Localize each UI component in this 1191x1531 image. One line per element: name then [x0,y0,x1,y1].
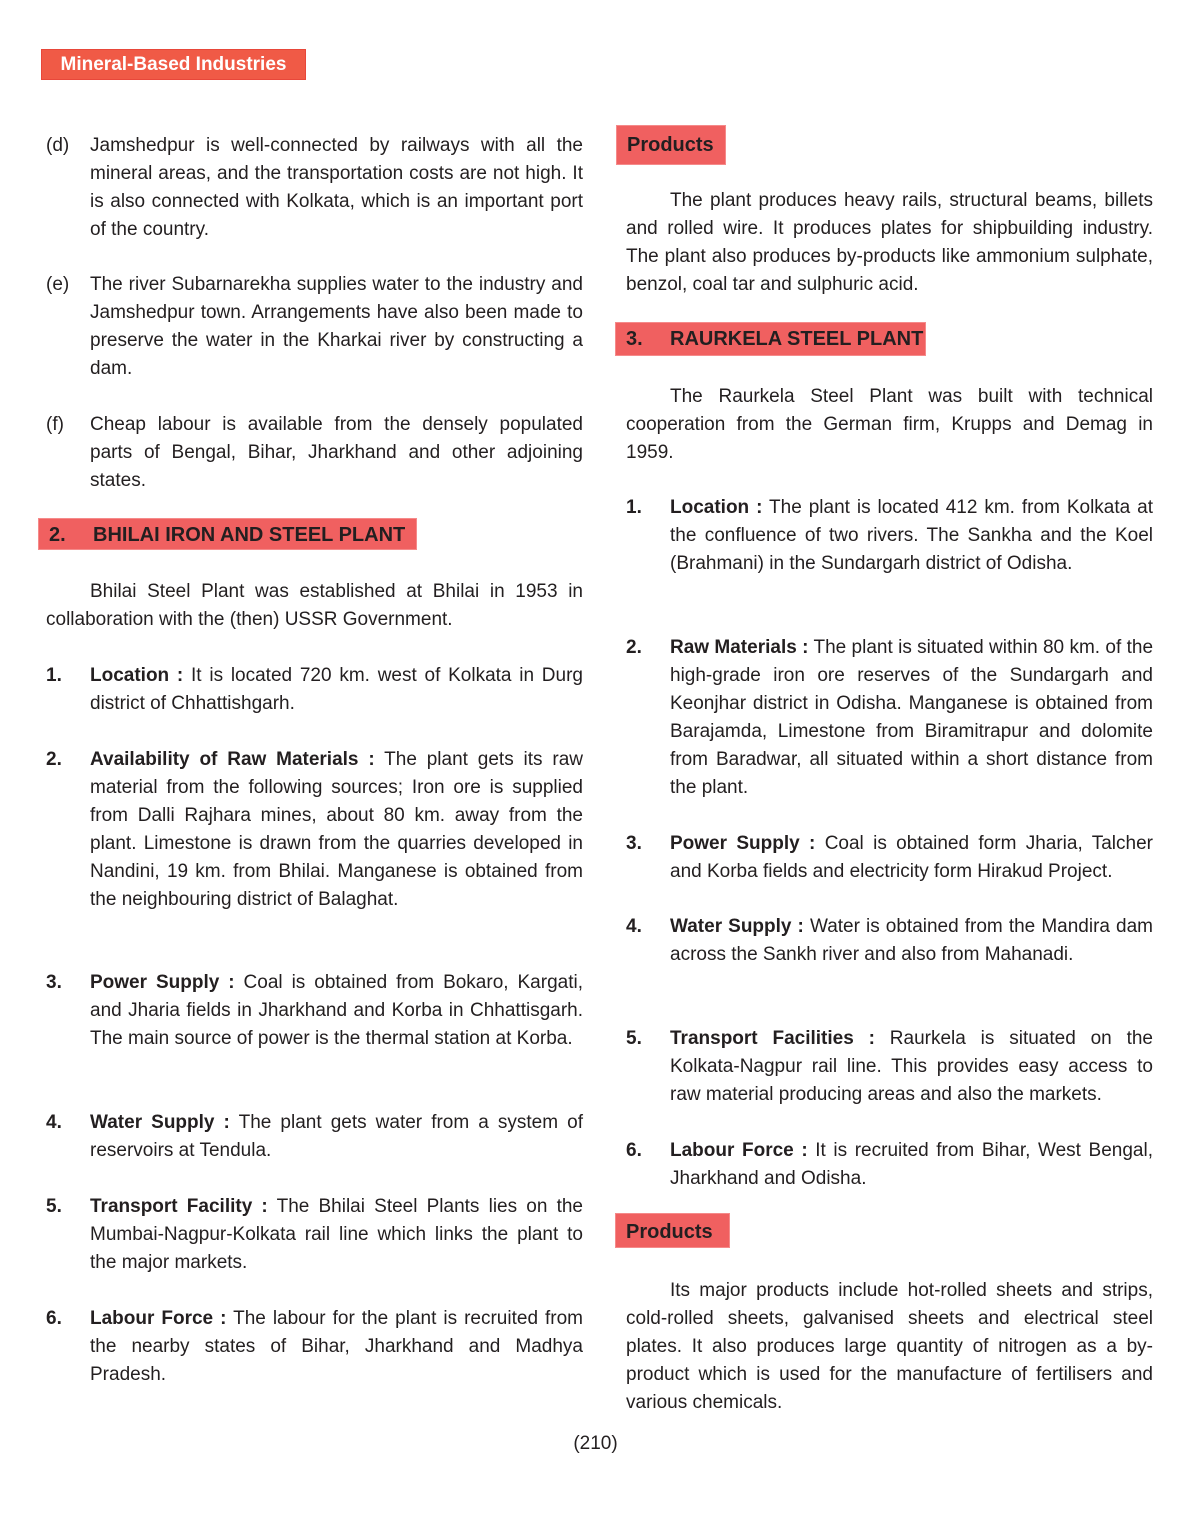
point-f [46,411,583,495]
item-text: It is recruited from Bihar, West Bengal, Jharkhand and Odisha. [670,1140,1153,1189]
section-heading-raurkela [615,322,926,356]
item-label: Labour Force : [90,1308,227,1329]
item-text: The Bhilai Steel Plants lies on the Mumbai-Nagpur-Kolkata rail line which links the plant to the major markets. [90,1196,583,1273]
raurkela-intro: The Raurkela Steel Plant was built with technical cooperation from the German firm, Krupps and Demag in 1959. [626,386,1153,463]
section-number: 2. [49,524,66,546]
item-label: Water Supply : [670,916,804,937]
item-number: 6. [46,1308,62,1329]
item-label: Location : [670,497,763,518]
item-label: Water Supply : [90,1112,230,1133]
item-number: 3. [626,833,642,854]
bhilai-intro: Bhilai Steel Plant was established at Bhilai in 1953 in collaboration with the (then) USSR Government. [46,581,583,630]
products-text: Its major products include hot-rolled sheets and strips, cold-rolled sheets, galvanised sheets and electrical steel plates. It also produces large quantity of nitrogen as a by-product which is used for the manufacture of fertilisers and various chemicals. [626,1280,1153,1413]
item-number: 6. [626,1140,642,1161]
section-number: 3. [626,328,643,350]
item-number: 1. [626,497,642,518]
item-label: Availability of Raw Materials : [90,749,375,770]
products-heading: Products [615,1213,730,1248]
item-text: Coal is obtained from Bokaro, Kargati, and Jharia fields in Jharkhand and Korba in Chhattisgarh. The main source of power is the thermal station at Korba. [90,972,583,1049]
raurkela-item [626,1137,1153,1193]
item-text: Raurkela is situated on the Kolkata-Nagpur rail line. This provides easy access to raw material producing areas and also the markets. [670,1028,1153,1105]
item-number: 3. [46,972,62,993]
item-label: Power Supply : [670,833,816,854]
point-d [46,132,583,244]
point-text: Cheap labour is available from the densely populated parts of Bengal, Bihar, Jharkhand and other adjoining states. [90,414,583,491]
item-label: Labour Force : [670,1140,808,1161]
item-text: The plant is situated within 80 km. of the high-grade iron ore reserves of the Sundargarh and Keonjhar district in Odisha. Manganese is obtained from Barajamda, Limestone from Biramitrapur and dolomite from Baradwar, all situated within a short distance from the plant. [670,637,1154,798]
item-number: 5. [46,1196,62,1217]
item-number: 2. [46,749,62,770]
item-number: 4. [46,1112,62,1133]
item-text: The plant is located 412 km. from Kolkata at the confluence of two rivers. The Sankha and the Koel (Brahmani) in the Sundargarh district of Odisha. [670,497,1153,574]
bhilai-item [46,1109,583,1165]
item-number: 2. [626,637,642,658]
item-text: Water is obtained from the Mandira dam across the Sankh river and also from Mahanadi. [670,916,1153,965]
point-text: The river Subarnarekha supplies water to the industry and Jamshedpur town. Arrangements have also been made to preserve the water in the Kharkai river by constructing a dam. [90,274,583,379]
bhilai-item [46,969,583,1053]
item-label: Raw Materials : [670,637,809,658]
products-heading: Products [616,125,726,165]
raurkela-item [626,1025,1153,1109]
item-text: The labour for the plant is recruited from the nearby states of Bihar, Jharkhand and Madhya Pradesh. [90,1308,583,1385]
products-text: The plant produces heavy rails, structural beams, billets and rolled wire. It produces plates for shipbuilding industry. The plant also produces by-products like ammonium sulphate, benzol, coal tar and sulphuric acid. [626,190,1153,295]
raurkela-item [626,913,1153,969]
item-label: Power Supply : [90,972,235,993]
raurkela-item [626,634,1153,802]
item-label: Transport Facilities : [670,1028,875,1049]
item-number: 1. [46,665,62,686]
section-heading-bhilai [38,518,417,550]
raurkela-item [626,830,1153,886]
point-e [46,271,583,383]
bhilai-item [46,662,583,718]
raurkela-item [626,494,1153,578]
item-number: 5. [626,1028,642,1049]
item-number: 4. [626,916,642,937]
item-text: The plant gets water from a system of reservoirs at Tendula. [90,1112,583,1161]
point-marker: (d) [46,135,70,156]
section-title: BHILAI IRON AND STEEL PLANT [93,524,406,546]
item-text: The plant gets its raw material from the following sources; Iron ore is supplied from Dalli Rajhara mines, about 80 km. away from the plant. Limestone is drawn from the quarries developed in Nandini, 19 km. from Bhilai. Manganese is obtained from the neighbouring district of Balaghat. [90,749,583,910]
section-title: RAURKELA STEEL PLANT [670,328,924,350]
point-text: Jamshedpur is well-connected by railways with all the mineral areas, and the transportation costs are not high. It is also connected with Kolkata, which is an important port of the country. [90,135,583,240]
bhilai-item [46,1305,583,1389]
item-text: Coal is obtained form Jharia, Talcher and Korba fields and electricity form Hirakud Project. [670,833,1153,882]
point-marker: (e) [46,274,70,295]
item-label: Location : [90,665,184,686]
chapter-tag: Mineral-Based Industries [41,49,306,80]
bhilai-item [46,1193,583,1277]
item-label: Transport Facility : [90,1196,268,1217]
bhilai-item [46,746,583,914]
page-number: (210) [573,1433,618,1454]
item-text: It is located 720 km. west of Kolkata in Durg district of Chhattishgarh. [90,665,583,714]
point-marker: (f) [46,414,64,435]
